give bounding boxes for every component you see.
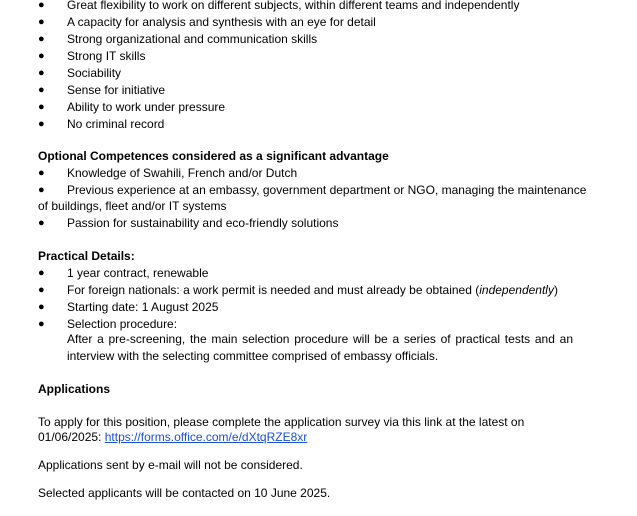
list-item: Passion for sustainability and eco-friendly solutions	[67, 216, 339, 230]
selection-procedure-text: After a pre-screening, the main selection procedure will be a series of practical tests and an interview with the selecting committee comprised of embassy officials.	[67, 332, 573, 363]
list-item-text-close: )	[553, 283, 558, 297]
bullet-icon: ●	[38, 50, 45, 62]
list-item: No criminal record	[67, 117, 165, 131]
list-item: Ability to work under pressure	[67, 100, 226, 114]
list-item: 1 year contract, renewable	[67, 266, 209, 280]
bullet-icon: ●	[38, 84, 45, 96]
applications-heading: Applications	[38, 382, 111, 396]
list-item: Great flexibility to work on different subjects, within different teams and independently	[67, 0, 520, 12]
apply-instructions-line2	[38, 430, 307, 444]
apply-instructions: To apply for this position, please complete the application survey via this link at the latest on	[38, 415, 525, 429]
bullet-icon: ●	[38, 318, 45, 330]
apply-deadline: 01/06/2025:	[38, 430, 105, 444]
bullet-icon: ●	[38, 0, 45, 11]
list-item: A capacity for analysis and synthesis with an eye for detail	[67, 15, 376, 29]
bullet-icon: ●	[38, 284, 45, 296]
contact-note: Selected applicants will be contacted on 10 June 2025.	[38, 486, 331, 500]
practical-details-heading: Practical Details:	[38, 249, 135, 263]
bullet-icon: ●	[38, 16, 45, 28]
bullet-icon: ●	[38, 118, 45, 130]
application-survey-link[interactable]: https://forms.office.com/e/dXtqRZE8xr	[104, 430, 308, 444]
list-item-text: For foreign nationals: a work permit is needed and must already be obtained (	[67, 283, 480, 297]
bullet-icon: ●	[38, 301, 45, 313]
bullet-icon: ●	[38, 67, 45, 79]
bullet-icon: ●	[38, 267, 45, 279]
list-item: Strong IT skills	[67, 49, 146, 63]
bullet-icon: ●	[38, 101, 45, 113]
list-item: Selection procedure:	[67, 317, 178, 331]
list-item: Knowledge of Swahili, French and/or Dutch	[67, 166, 298, 180]
list-item-continuation: of buildings, fleet and/or IT systems	[38, 199, 227, 213]
list-item-emphasis: independently	[479, 283, 554, 297]
bullet-icon: ●	[38, 167, 45, 179]
list-item: Strong organizational and communication skills	[67, 32, 318, 46]
list-item: Starting date: 1 August 2025	[67, 300, 219, 314]
list-item	[67, 283, 558, 297]
list-item: Sense for initiative	[67, 83, 166, 97]
list-item: Previous experience at an embassy, government department or NGO, managing the maintenance	[67, 183, 587, 197]
optional-competences-heading: Optional Competences considered as a significant advantage	[38, 149, 389, 163]
email-note: Applications sent by e-mail will not be considered.	[38, 458, 303, 472]
bullet-icon: ●	[38, 217, 45, 229]
bullet-icon: ●	[38, 33, 45, 45]
list-item: Sociability	[67, 66, 122, 80]
bullet-icon: ●	[38, 184, 45, 196]
